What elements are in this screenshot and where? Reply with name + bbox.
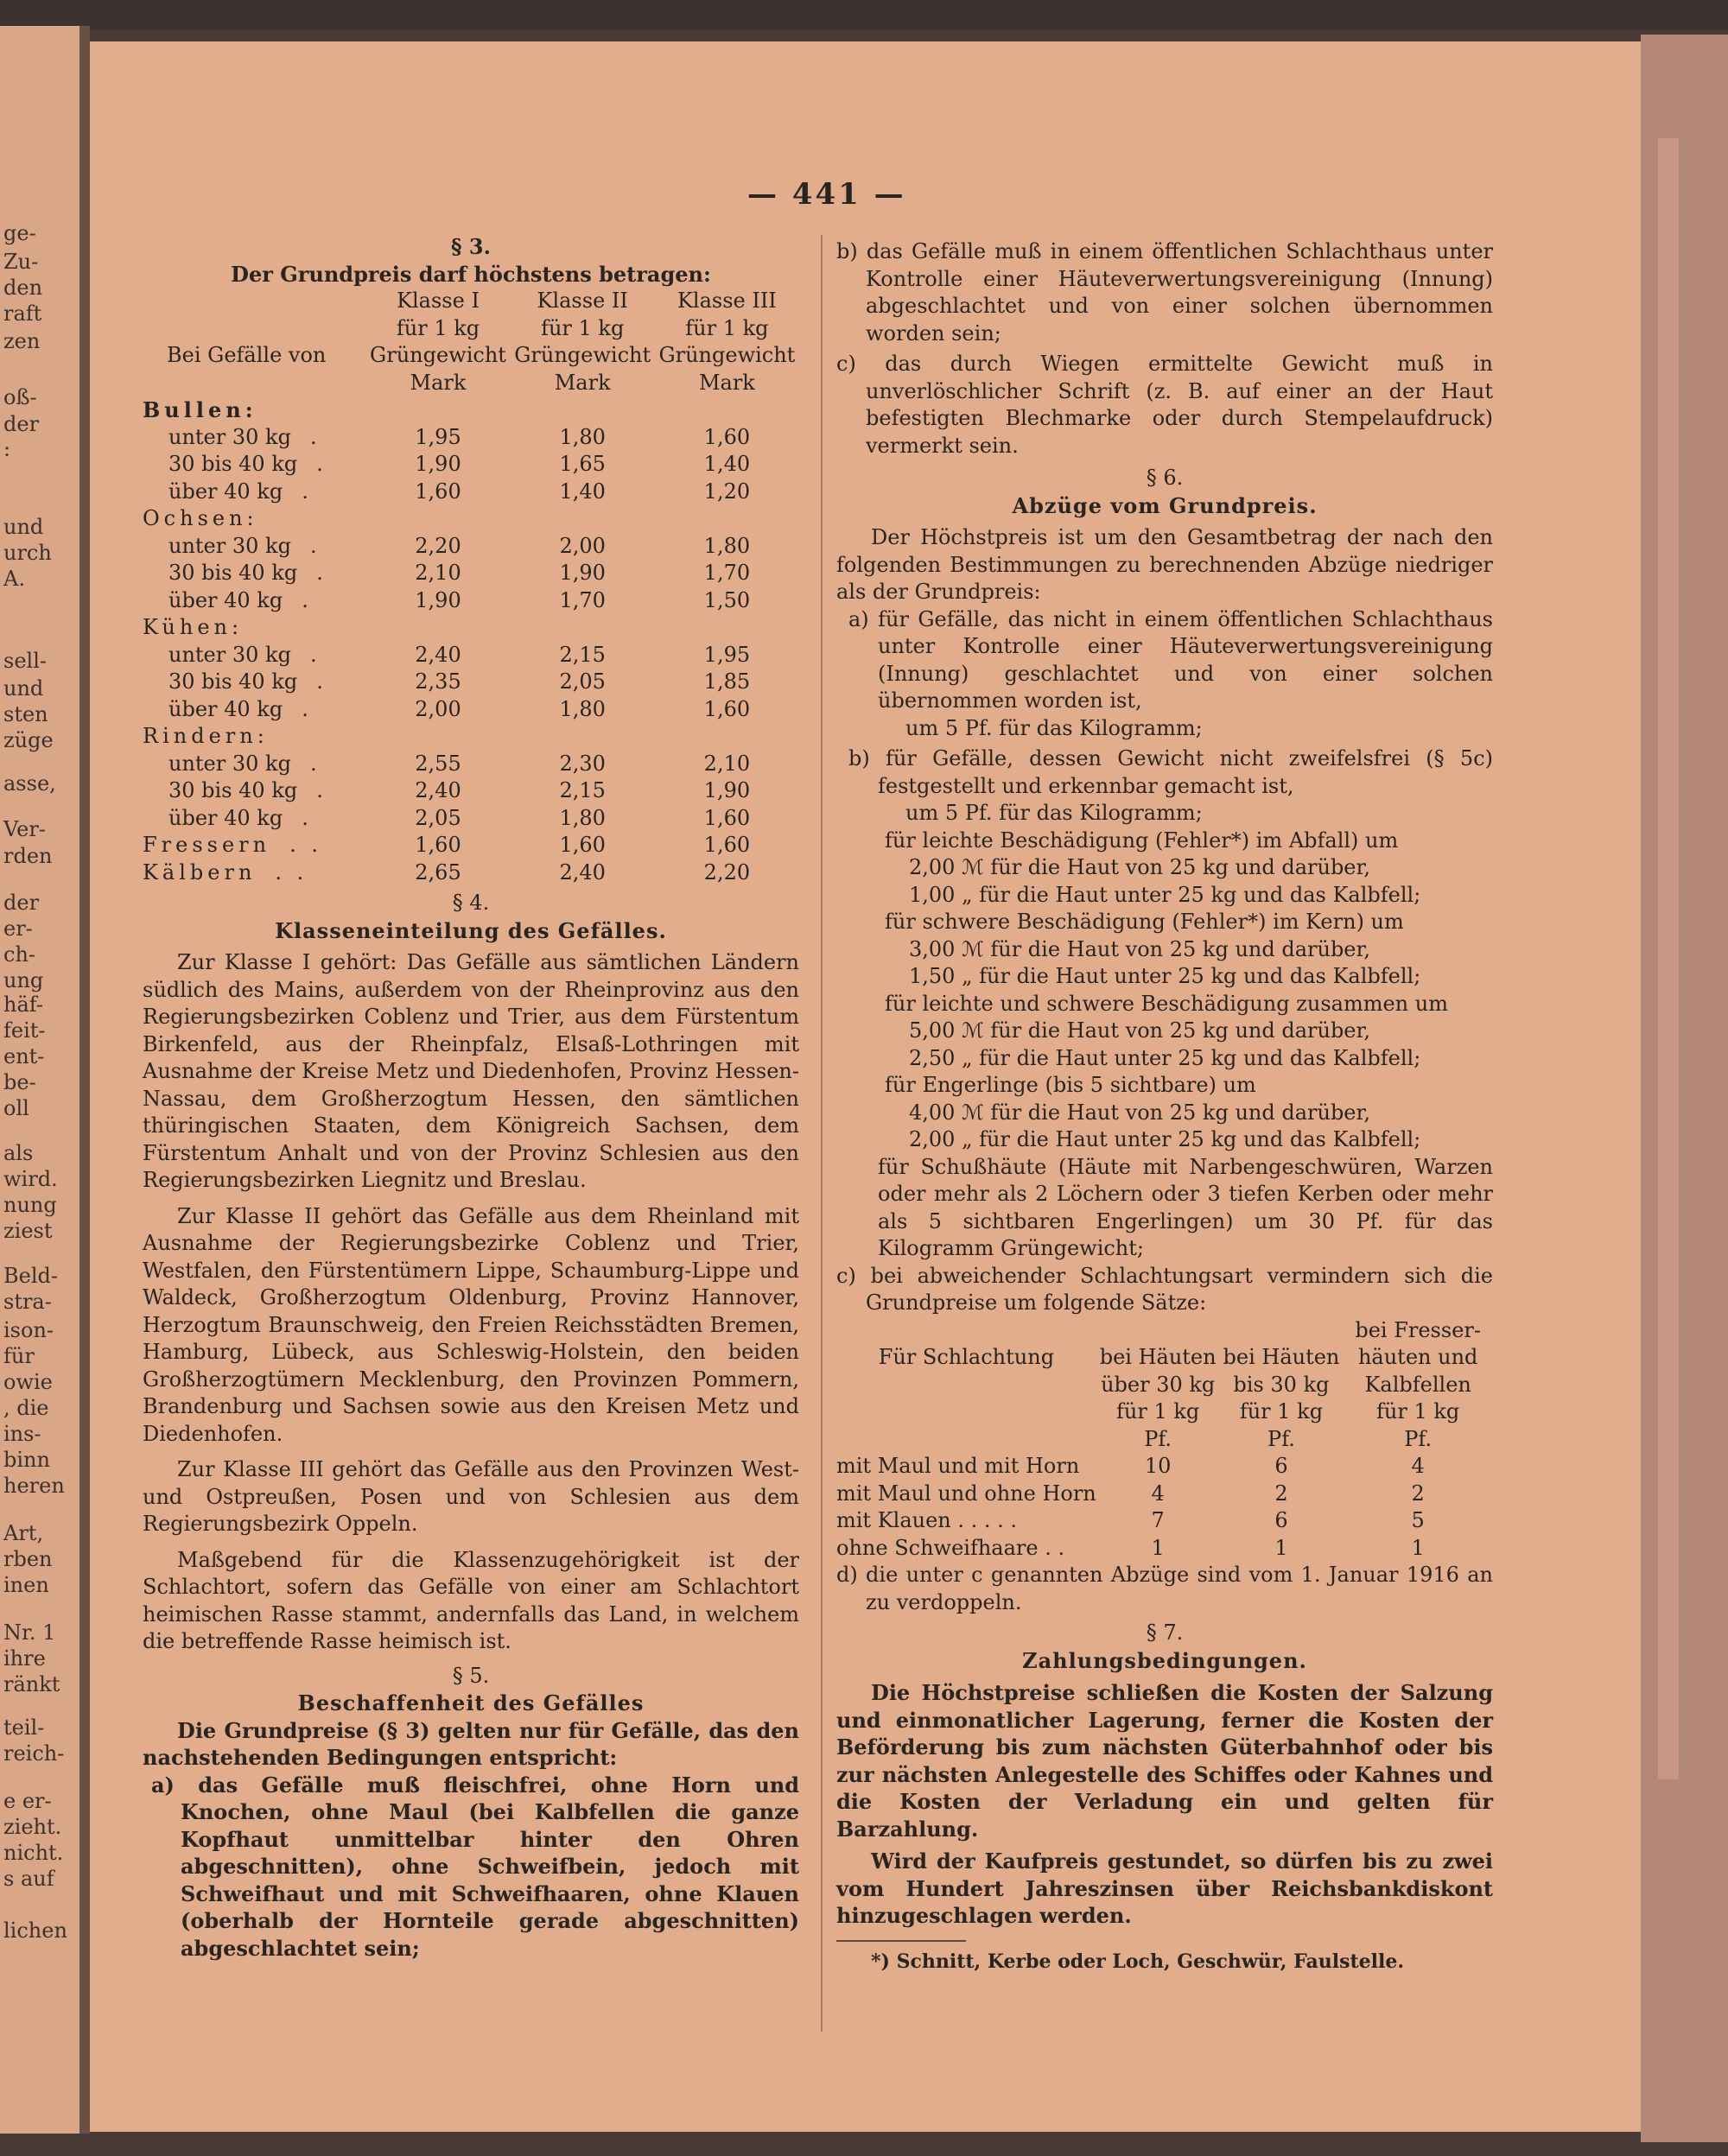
margin-fragment: asse, (3, 771, 56, 796)
margin-fragment: ch- (3, 942, 36, 967)
margin-fragment: urch (3, 541, 52, 565)
price-row (143, 832, 799, 859)
section-4-para-3: Zur Klasse III gehört das Gefälle aus den Provinzen West- und Ostpreußen, Posen und von Schlesien aus dem Regierungsbezirk Oppeln. (143, 1457, 799, 1536)
section-6-item-c: c) bei abweichender Schlachtungsart vermindern sich die Grundpreise um folgende Sätze: (836, 1263, 1493, 1315)
price-cell: 1,90 (559, 561, 606, 585)
schusshaeute: für Schußhäute (Häute mit Narbengeschwüren, Warzen oder mehr als 2 Löchern oder 3 tiefen Kerben oder mehr als 5 sichtbaren Engerlingen) um 30 Pf. für das Kilogramm Grüngewicht; (878, 1154, 1493, 1260)
price-cell: 1,85 (703, 669, 751, 694)
price-cell: 1,80 (559, 424, 606, 449)
th0: Für Schlachtung (878, 1345, 1055, 1369)
margin-fragment: ihre (3, 1646, 46, 1671)
row-header: Bei Gefälle von (167, 343, 327, 367)
book-top-edge (0, 0, 1728, 29)
left-column (143, 233, 799, 1962)
abzug-cell: 2 (1411, 1481, 1425, 1506)
price-cell: 2,00 (559, 533, 606, 558)
grundpreis-table (143, 288, 799, 886)
th3-l5: Pf. (1404, 1426, 1433, 1451)
row-label: 30 bis 40 kg (168, 669, 298, 694)
margin-fragment: und (3, 676, 44, 701)
price-cell: 1,70 (703, 561, 751, 585)
price-cell: 1,40 (703, 452, 751, 476)
price-cell: 1,90 (415, 587, 461, 612)
price-cell: 1,95 (703, 642, 751, 667)
col-header-3-line3: Grüngewicht (658, 343, 796, 367)
facing-page-fragment (0, 26, 82, 2134)
col-header-2-line3: Grüngewicht (514, 343, 651, 367)
row-label: 30 bis 40 kg (168, 452, 298, 476)
section-4-heading: Klasseneinteilung des Gefälles. (275, 917, 667, 943)
th2-l2: bis 30 kg (1233, 1372, 1330, 1397)
row-label: unter 30 kg (168, 533, 291, 558)
row-leader: . (316, 669, 323, 694)
row-label: unter 30 kg (168, 424, 291, 449)
row-label-cell (143, 832, 365, 859)
margin-fragment: lichen (3, 1918, 67, 1943)
column-divider (821, 235, 823, 2032)
row-label-cell (143, 751, 365, 778)
section-6-item-b-amount: um 5 Pf. für das Kilogramm; (905, 801, 1203, 825)
price-cell: 2,40 (415, 642, 461, 667)
footnote: *) Schnitt, Kerbe oder Loch, Geschwür, Faulstelle. (871, 1950, 1405, 1973)
col-header-3-line4: Mark (698, 370, 755, 395)
deduction-line-1: 3,00 ℳ für die Haut von 25 kg und darüber, (909, 936, 1370, 961)
abzug-cell: 1 (1274, 1535, 1288, 1560)
abzug-cell: 2 (1274, 1481, 1288, 1506)
margin-fragment: häf- (3, 992, 43, 1017)
margin-fragment: raft (3, 301, 42, 326)
row-leader: . (302, 696, 308, 721)
margin-fragment: inen (3, 1573, 49, 1597)
th3-l3: Kalbfellen (1364, 1372, 1471, 1397)
schlachtung-row (836, 1481, 1493, 1508)
price-cell: 1,80 (559, 696, 606, 721)
abzug-cell: 6 (1274, 1508, 1288, 1532)
abzug-cell: 1 (1151, 1535, 1165, 1560)
row-leader: . (309, 533, 317, 558)
row-leader: . (309, 751, 317, 776)
col-header-1-line1: Klasse I (397, 289, 480, 313)
row-leader: . (302, 479, 308, 504)
margin-fragment: als (3, 1141, 34, 1165)
price-cell: 1,80 (703, 533, 751, 558)
row-label: über 40 kg (168, 805, 283, 830)
margin-fragment: owie (3, 1370, 53, 1394)
deduction-line-1: 4,00 ℳ für die Haut von 25 kg und darüber, (909, 1100, 1370, 1125)
margin-fragment: ison- (3, 1318, 54, 1342)
price-cell: 1,40 (559, 479, 606, 504)
group-row (143, 723, 799, 751)
col-header-1-line4: Mark (410, 370, 467, 395)
margin-fragment: Zu- (3, 250, 39, 274)
th2-l3: für 1 kg (1239, 1399, 1324, 1424)
margin-fragment: züge (3, 728, 54, 752)
th2-l1: bei Häuten (1223, 1345, 1340, 1369)
abzug-cell: 6 (1274, 1454, 1288, 1478)
margin-fragment: nicht. (3, 1841, 64, 1865)
price-cell: 2,55 (415, 751, 461, 776)
group-row (143, 396, 799, 424)
price-cell: 2,15 (559, 778, 606, 802)
group-row (143, 505, 799, 533)
col-header-3-line1: Klasse III (677, 289, 777, 313)
price-cell: 1,20 (703, 479, 751, 504)
schlachtung-label: mit Maul und mit Horn (836, 1454, 1080, 1478)
row-label: unter 30 kg (168, 642, 291, 667)
schlachtung-row (836, 1453, 1493, 1481)
price-row (143, 451, 799, 479)
price-row (143, 777, 799, 805)
row-label: Kälbern (143, 859, 257, 885)
row-label-cell (143, 587, 365, 615)
price-row (143, 560, 799, 587)
price-cell: 1,60 (703, 805, 751, 830)
price-cell: 2,05 (415, 805, 461, 830)
margin-fragment: : (3, 437, 11, 461)
section-6-title: § 6. (1146, 466, 1184, 490)
price-cell: 1,60 (703, 833, 751, 857)
margin-fragment: Nr. 1 (3, 1620, 56, 1645)
price-cell: 2,20 (415, 533, 461, 558)
margin-fragment: Art, (3, 1521, 44, 1545)
schlachtung-table (836, 1317, 1493, 1563)
section-5-heading: Beschaffenheit des Gefälles (297, 1690, 645, 1715)
price-cell: 2,15 (559, 642, 606, 667)
schlachtung-row (836, 1507, 1493, 1535)
price-cell: 1,60 (415, 479, 461, 504)
section-5-item-b: b) das Gefälle muß in einem öffentlichen Schlachthaus unter Kontrolle einer Häuteverwertungsvereinigung (Innung) abgeschlachtet und von einer solchen übernommen worden sein; (836, 239, 1493, 346)
price-cell: 2,40 (415, 778, 461, 802)
schlachtung-row (836, 1535, 1493, 1563)
margin-fragment: rden (3, 844, 53, 868)
margin-fragment: be- (3, 1070, 36, 1094)
group-label: Rindern: (143, 724, 269, 748)
abzug-cell: 4 (1411, 1454, 1425, 1478)
price-cell: 1,60 (415, 833, 461, 857)
price-cell: 1,70 (559, 587, 606, 612)
schlachtung-label: ohne Schweifhaare . . (836, 1535, 1065, 1560)
section-6-item-a-amount: um 5 Pf. für das Kilogramm; (905, 715, 1203, 740)
margin-fragment: ge- (3, 221, 36, 245)
row-label-cell (143, 777, 365, 805)
section-4-para-2: Zur Klasse II gehört das Gefälle aus dem Rheinland mit Ausnahme der Regierungsbezirke Coblenz und Trier, Westfalen, den Fürstentümern Lippe, Schaumburg-Lippe und Waldeck, Großherzogtum Oldenburg, Provinz Hannover, Herzogtum Braunschweig, den Freien Reichsstädten Bremen, Hamburg, Lübeck, aus Schleswig-Holstein, den beiden Großherzogtümern Mecklenburg, den Provinzen Pommern, Brandenburg und Sachsen sowie aus den Kreisen Metz und Diedenhofen. (143, 1203, 799, 1446)
group-label: Bullen: (143, 397, 257, 422)
abzug-cell: 1 (1411, 1535, 1425, 1560)
section-6-heading: Abzüge vom Grundpreis. (1012, 492, 1318, 518)
margin-fragment: für (3, 1344, 35, 1368)
deduction-item (836, 909, 1493, 991)
page-number: — 441 — (747, 177, 906, 212)
row-label: über 40 kg (168, 696, 283, 721)
section-7-heading: Zahlungsbedingungen. (1022, 1647, 1307, 1673)
price-cell: 2,00 (415, 696, 461, 721)
margin-fragment: zen (3, 329, 41, 353)
row-label-cell (143, 642, 365, 669)
section-7-title: § 7. (1146, 1620, 1184, 1645)
book-right-edge (1641, 35, 1728, 2142)
group-row (143, 614, 799, 642)
th3-l1: bei Fresser- (1355, 1317, 1481, 1342)
row-label: über 40 kg (168, 587, 283, 612)
margin-fragment: ent- (3, 1044, 45, 1068)
price-cell: 2,20 (703, 859, 751, 885)
deduction-label: für leichte und schwere Beschädigung zusammen um (885, 991, 1448, 1016)
deduction-label: für Engerlinge (bis 5 sichtbare) um (885, 1073, 1256, 1097)
price-cell: 1,60 (703, 424, 751, 449)
price-row (143, 587, 799, 615)
section-5-intro: Die Grundpreise (§ 3) gelten nur für Gefälle, das den nachstehenden Bedingungen entspricht: (143, 1717, 799, 1770)
abzug-cell: 4 (1151, 1481, 1165, 1506)
margin-fragment: zieht. (3, 1815, 62, 1839)
margin-fragment: sell- (3, 649, 47, 673)
book-gutter (79, 26, 90, 2134)
margin-fragment: der (3, 412, 40, 436)
price-cell: 1,90 (703, 778, 751, 802)
deduction-line-1: 5,00 ℳ für die Haut von 25 kg und darüber, (909, 1018, 1370, 1043)
price-row (143, 859, 799, 887)
section-3-intro: Der Grundpreis darf höchstens betragen: (231, 261, 711, 287)
section-4-title: § 4. (452, 891, 490, 915)
footnote-rule (836, 1940, 966, 1942)
section-6-intro: Der Höchstpreis ist um den Gesamtbetrag der nach den folgenden Bestimmungen zu berechnenden Abzüge niedriger als der Grundpreis: (836, 525, 1493, 604)
margin-fragment: Ver- (3, 817, 46, 841)
th3-l4: für 1 kg (1376, 1399, 1460, 1424)
margin-fragment: sten (3, 702, 48, 726)
price-row (143, 424, 799, 452)
price-cell: 2,65 (415, 859, 461, 885)
col-header-1-line2: für 1 kg (396, 315, 480, 340)
margin-fragment: A. (3, 567, 25, 591)
price-row (143, 751, 799, 778)
section-3-title: § 3. (451, 234, 491, 259)
margin-fragment: ung (3, 968, 44, 992)
margin-fragment: ränkt (3, 1672, 60, 1696)
col-header-2-line4: Mark (554, 370, 611, 395)
price-cell: 1,80 (559, 805, 606, 830)
deduction-line-2: 1,00 „ für die Haut unter 25 kg und das Kalbfell; (909, 882, 1421, 907)
row-label-cell (143, 479, 365, 506)
deduction-item (836, 828, 1493, 910)
section-4-para-4: Maßgebend für die Klassenzugehörigkeit ist der Schlachtort, sofern das Gefälle von einer am Schlachtort heimischen Rasse stammt, andernfalls das Land, in welchem die betreffende Rasse heimisch ist. (143, 1547, 799, 1653)
margin-fragment: oß- (3, 385, 37, 409)
row-label-cell (143, 451, 365, 479)
margin-fragment: ins- (3, 1422, 41, 1446)
row-label: 30 bis 40 kg (168, 561, 298, 585)
deductions-list (836, 828, 1493, 1154)
deduction-line-2: 1,50 „ für die Haut unter 25 kg und das Kalbfell; (909, 964, 1421, 988)
row-label: 30 bis 40 kg (168, 778, 298, 802)
row-label-cell (143, 696, 365, 724)
th1-l1: bei Häuten (1099, 1345, 1217, 1369)
row-label-cell (143, 805, 365, 833)
group-label: Ochsen: (143, 506, 258, 530)
th1-l3: für 1 kg (1116, 1399, 1200, 1424)
price-row (143, 479, 799, 506)
row-leader: . (316, 778, 323, 802)
row-leader: . (316, 561, 323, 585)
th1-l2: über 30 kg (1101, 1372, 1216, 1397)
margin-fragment: wird. (3, 1167, 58, 1191)
section-6-item-a: a) für Gefälle, das nicht in einem öffentlichen Schlachthaus unter Kontrolle einer Häuteverwertungsvereinigung (Innung) geschlachtet und von einer solchen übernommen worden ist, (848, 606, 1493, 713)
price-cell: 1,65 (559, 452, 606, 476)
section-5-item-a: a) das Gefälle muß fleischfrei, ohne Horn und Knochen, ohne Maul (bei Kalbfellen die ganze Kopfhaut unmittelbar hinter den Ohren abgeschnitten), ohne Schweifbein, jedoch mit Schweifhaut und mit Schweifhaaren, ohne Klauen (oberhalb der Hornteile gerade abgeschnitten) abgeschlachtet sein; (151, 1772, 799, 1961)
section-7-para-1: Die Höchstpreise schließen die Kosten der Salzung und einmonatlicher Lagerung, ferner die Kosten der Beförderung bis zum nächsten Güterbahnhof oder bis zur nächsten Anlegestelle des Schiffes oder Kahnes und die Kosten der Verladung ein und gelten für Barzahlung. (836, 1680, 1493, 1842)
row-label-cell (143, 669, 365, 696)
margin-fragment: teil- (3, 1715, 45, 1740)
row-leader: . (309, 642, 317, 667)
schlachtung-label: mit Maul und ohne Horn (836, 1481, 1096, 1506)
price-row (143, 669, 799, 696)
margin-fragment: s auf (3, 1867, 54, 1891)
row-label: Fressern (143, 833, 271, 857)
price-cell: 1,95 (415, 424, 461, 449)
price-cell: 2,10 (703, 751, 751, 776)
col-header-1-line3: Grüngewicht (370, 343, 506, 367)
schlachtung-label: mit Klauen . . . . . (836, 1508, 1018, 1532)
margin-fragment: den (3, 276, 43, 300)
section-7-para-2: Wird der Kaufpreis gestundet, so dürfen bis zu zwei vom Hundert Jahreszinsen über Reichsbankdiskont hinzugeschlagen werden. (836, 1848, 1493, 1928)
deduction-label: für schwere Beschädigung (Fehler*) im Kern) um (885, 910, 1404, 934)
price-cell: 2,40 (559, 859, 606, 885)
th1-l4: Pf. (1144, 1426, 1172, 1451)
price-cell: 2,10 (415, 561, 461, 585)
margin-fragment: und (3, 515, 44, 539)
row-leader: . . (275, 859, 308, 885)
price-row (143, 533, 799, 561)
price-cell: 2,30 (559, 751, 606, 776)
price-cell: 2,35 (415, 669, 461, 694)
th3-l2: häuten und (1357, 1345, 1478, 1369)
deduction-item (836, 1072, 1493, 1154)
price-cell: 1,60 (559, 833, 606, 857)
margin-fragment: oll (3, 1096, 29, 1120)
row-leader: . (302, 587, 308, 612)
abzug-cell: 5 (1411, 1508, 1425, 1532)
row-leader: . (316, 452, 323, 476)
price-cell: 1,60 (703, 696, 751, 721)
abzug-cell: 10 (1144, 1454, 1172, 1478)
row-leader: . . (289, 833, 322, 857)
price-row (143, 696, 799, 724)
abzug-cell: 7 (1151, 1508, 1165, 1532)
price-row (143, 805, 799, 833)
row-label: unter 30 kg (168, 751, 291, 776)
margin-fragment: feit- (3, 1018, 46, 1043)
group-label: Kühen: (143, 615, 244, 639)
margin-fragment: , die (3, 1396, 49, 1420)
price-cell: 1,50 (703, 587, 751, 612)
row-label-cell (143, 560, 365, 587)
deduction-item (836, 991, 1493, 1073)
margin-fragment: e er- (3, 1789, 52, 1813)
margin-fragment: binn (3, 1448, 50, 1472)
col-header-2-line2: für 1 kg (541, 315, 625, 340)
deduction-label: für leichte Beschädigung (Fehler*) im Abfall) um (885, 828, 1399, 853)
deduction-line-2: 2,50 „ für die Haut unter 25 kg und das Kalbfell; (909, 1045, 1421, 1070)
margin-fragment: rben (3, 1547, 53, 1571)
row-label-cell (143, 424, 365, 452)
price-row (143, 642, 799, 669)
margin-fragment: reich- (3, 1741, 65, 1766)
col-header-3-line2: für 1 kg (685, 315, 769, 340)
row-label: über 40 kg (168, 479, 283, 504)
margin-fragment: nung (3, 1193, 57, 1217)
th2-l4: Pf. (1267, 1426, 1295, 1451)
margin-fragment: heren (3, 1474, 65, 1498)
margin-fragment: der (3, 891, 40, 915)
section-5-item-c: c) das durch Wiegen ermittelte Gewicht muß in unverlöschlicher Schrift (z. B. auf einer an der Haut befestigten Blechmarke oder durch Stempelaufdruck) vermerkt sein. (836, 352, 1493, 458)
section-5-title: § 5. (452, 1663, 490, 1688)
deduction-line-1: 2,00 ℳ für die Haut von 25 kg und darüber, (909, 855, 1370, 879)
row-leader: . (302, 805, 308, 830)
right-column (836, 238, 1493, 1975)
price-cell: 1,90 (415, 452, 461, 476)
row-label-cell (143, 859, 365, 887)
section-4-para-1: Zur Klasse I gehört: Das Gefälle aus sämtlichen Ländern südlich des Mains, außerdem von der Rheinprovinz aus den Regierungsbezirken Coblenz und Trier, aus dem Fürstentum Birkenfeld, aus der Rheinpfalz, Elsaß-Lothringen mit Ausnahme der Kreise Metz und Diedenhofen, Provinz Hessen-Nassau, dem Großherzogtum Hessen, den sämtlichen thüringischen Staaten, dem Königreich Sachsen, dem Fürstentum Anhalt und von der Provinz Schlesien aus den Regierungsbezirken Liegnitz und Breslau. (143, 950, 799, 1192)
margin-fragment: er- (3, 916, 33, 941)
margin-fragment: ziest (3, 1219, 53, 1243)
col-header-2-line1: Klasse II (537, 289, 628, 313)
section-6-item-d: d) die unter c genannten Abzüge sind vom 1. Januar 1916 an zu verdoppeln. (836, 1563, 1493, 1614)
deduction-line-2: 2,00 „ für die Haut unter 25 kg und das Kalbfell; (909, 1127, 1421, 1151)
section-6-item-b: b) für Gefälle, dessen Gewicht nicht zweifelsfrei (§ 5c) festgestellt und erkennbar gemacht ist, (848, 746, 1493, 798)
row-leader: . (309, 424, 317, 449)
row-label-cell (143, 533, 365, 561)
margin-fragment: stra- (3, 1290, 52, 1314)
margin-fragment: Beld- (3, 1264, 58, 1288)
price-cell: 2,05 (559, 669, 606, 694)
